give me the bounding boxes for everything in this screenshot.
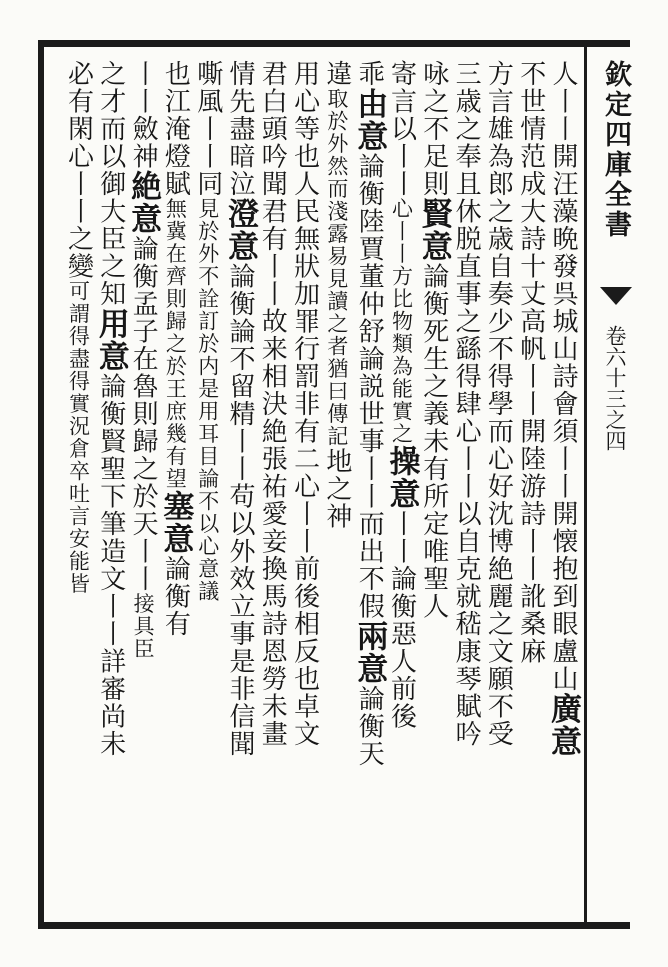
- text-column: [125, 60, 162, 660]
- column-text: 丨丨論衡惡人前後: [386, 510, 417, 730]
- book-title-banner: 欽定四庫全書: [600, 60, 631, 240]
- column-text: 必有閑心丨丨之變: [63, 60, 94, 280]
- text-column: [482, 60, 514, 748]
- entry-headword: 用意: [92, 307, 129, 373]
- volume-number: 卷六十三之四: [603, 325, 627, 451]
- annotation-text: 取於外然而淺露易見讀之者猶曰傳記: [324, 87, 349, 448]
- text-column: [415, 60, 452, 620]
- entry-headword: 廣意: [545, 692, 581, 758]
- entry-headword: 操意: [383, 445, 420, 510]
- column-text: 三歳之奉且休脱直事之繇得肆心丨丨以自克就嵇康琴賦吟: [451, 60, 482, 748]
- column-text: 方言雄為郎之歳自奏少不得學而心好沈博絶麗之文願不受: [483, 60, 514, 748]
- entry-headword: 由意: [351, 87, 388, 153]
- column-text: 不世情范成大詩十丈高帆丨丨開陸游詩丨丨訛桑麻: [515, 60, 546, 665]
- entry-headword: 兩意: [351, 620, 388, 685]
- column-text: 論衡天: [354, 685, 385, 768]
- bottom-border: [38, 922, 630, 929]
- entry-headword: 塞意: [157, 490, 194, 555]
- column-text: 丨丨斂神: [128, 60, 159, 170]
- text-column: [450, 60, 482, 748]
- annotation-text: 心丨丨方比物類為能實之: [389, 197, 414, 445]
- column-text: 也江淹燈賦: [160, 60, 191, 198]
- column-text: 嘶風丨丨同: [192, 60, 223, 198]
- annotation-text: 見於外不詮訂於内是用耳目論不以心意議: [195, 197, 220, 603]
- text-column: [224, 60, 256, 758]
- column-text: 乖: [354, 60, 385, 88]
- column-text: 論衡孟子在魯則歸之於天丨丨: [128, 235, 159, 593]
- text-column: [547, 60, 579, 758]
- column-text: 人丨丨開汪藻晩發呉城山詩會須丨丨開懐抱到眼盧山: [548, 60, 578, 693]
- column-text: 情先盡暗泣: [225, 60, 255, 198]
- text-column: [351, 60, 388, 768]
- text-column: [321, 60, 353, 530]
- annotation-text: 接具臣: [131, 592, 156, 660]
- column-text: 咏之不足則: [418, 60, 449, 198]
- left-border: [38, 40, 44, 928]
- column-text: 論衡論不留精丨丨苟以外效立事是非信聞: [225, 262, 255, 758]
- text-column: [92, 60, 129, 758]
- column-text: 寄言以丨丨: [386, 60, 417, 198]
- text-column: [256, 60, 288, 748]
- banner-divider: [584, 47, 587, 922]
- text-column: [289, 60, 321, 748]
- text-column: [383, 60, 420, 730]
- column-text: 論衡有: [160, 555, 191, 638]
- text-column: [157, 60, 194, 638]
- text-column: [63, 60, 95, 595]
- fish-tail-mark-icon: [600, 287, 632, 305]
- column-text: 用心等也人民無狀加罪行罰非有二心丨丨前後相反也卓文: [289, 60, 320, 748]
- text-column: [192, 60, 224, 603]
- column-text: 論衡陸賈董仲舒論説世事丨丨而出不假: [354, 152, 385, 620]
- column-text: 論衡賢聖下筆造文丨丨詳審尚未: [95, 372, 126, 758]
- top-border: [38, 40, 630, 47]
- text-column: [515, 60, 547, 665]
- annotation-text: 可謂得盡得實況倉卒吐言安能皆: [66, 280, 91, 595]
- column-text: 違: [321, 60, 352, 88]
- entry-headword: 絶意: [125, 170, 162, 235]
- column-text: 論衡死生之義未有所定唯聖人: [418, 262, 449, 620]
- column-text: 地之神: [321, 447, 352, 530]
- annotation-text: 無冀在齊則歸之於王庶幾有望: [163, 197, 188, 490]
- entry-headword: 澄意: [222, 197, 258, 263]
- column-text: 之才而以御大臣之知: [95, 60, 126, 308]
- column-text: 君白頭吟聞君有丨丨故来相決絶張祐愛妾換馬詩恩勞未畫: [257, 60, 288, 748]
- entry-headword: 賢意: [415, 197, 452, 263]
